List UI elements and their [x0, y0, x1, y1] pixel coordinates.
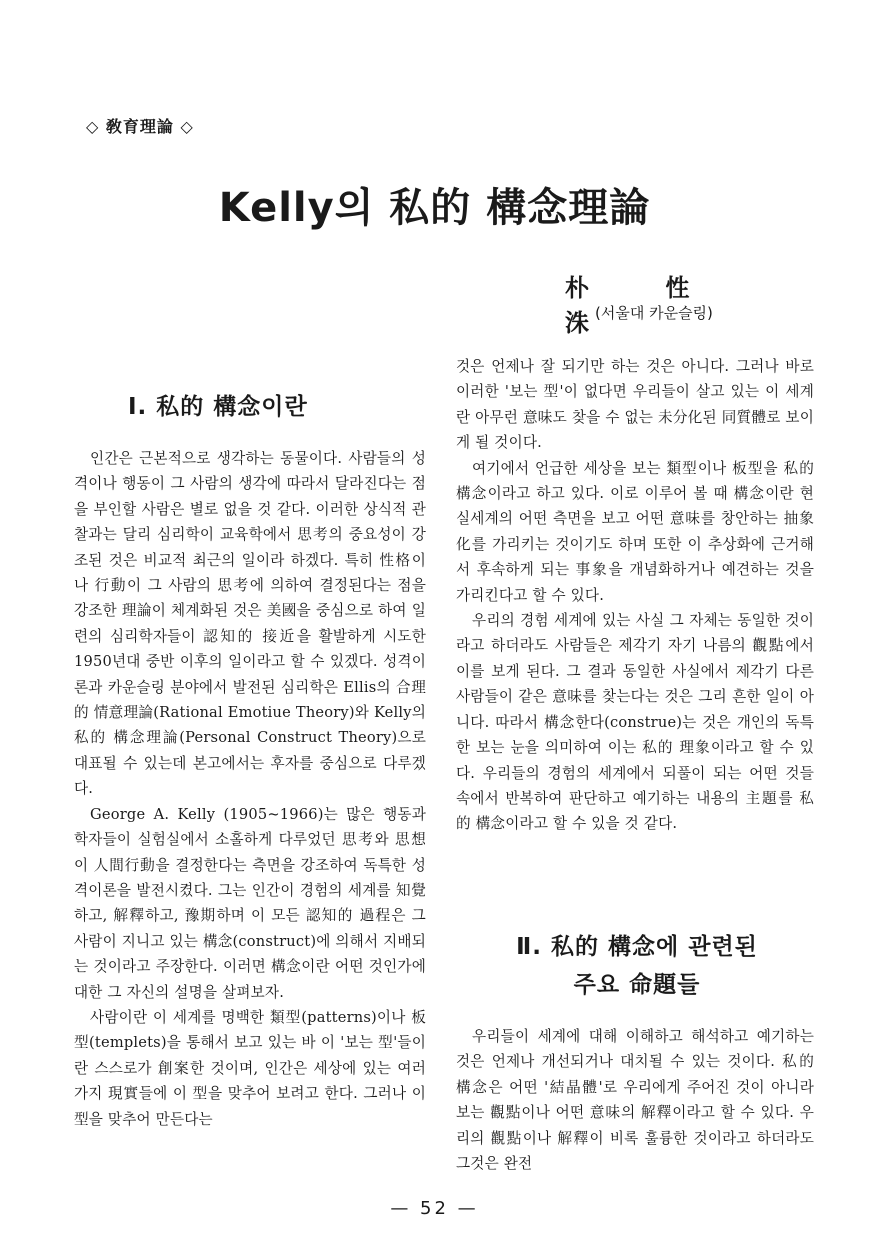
- page-number: — 52 —: [390, 1198, 479, 1219]
- right-paragraph-1: 것은 언제나 잘 되기만 하는 것은 아니다. 그러나 바로 이러한 '보는 型'이 없다면 우리들이 살고 있는 이 세계란 아무런 意味도 찾을 수 없는 未分化된 同質體로 보이게 될 것이다.: [456, 358, 814, 452]
- section-1-paragraph-2: George A. Kelly (1905~1966)는 많은 행동과 학자들이 실험실에서 소홀하게 다루었던 思考와 思想이 人間行動을 결정한다는 측면을 강조하여 독특한 성격이론을 발전시켰다. 그는 인간이 경험의 세계를 知覺하고, 解釋하고, 豫期하며 이 모든 認知的 過程은 그 사람이 지니고 있는 構念(construct)에 의해서 지배되는 것이라고 주장한다. 이러면 構念이란 어떤 것인가에 대한 그 자신의 설명을 살펴보자.: [74, 805, 426, 1001]
- section-2-heading: [497, 928, 777, 1004]
- section-1-heading: Ⅰ. 私的 構念이란: [128, 394, 308, 420]
- author-name: 朴 性 洙: [565, 274, 724, 337]
- section-2-body: [456, 1024, 814, 1176]
- section-1-paragraph-1: 인간은 근본적으로 생각하는 동물이다. 사람들의 성격이나 행동이 그 사람의 생각에 따라서 달라진다는 점을 부인할 사람은 별로 없을 것 같다. 이러한 상식적 관찰과는 달리 심리학이 교육학에서 思考의 중요성이 강조된 것은 비교적 최근의 일이라 하겠다. 특히 性格이나 行動이 그 사람의 思考에 의하여 결정된다는 점을 강조한 理論이 체계화된 것은 美國을 중심으로 하여 일련의 심리학자들이 認知的 接近을 활발하게 시도한 1950년대 중반 이후의 일이라고 할 수 있겠다. 성격이론과 카운슬링 분야에서 발전된 심리학은 Ellis의 合理的 情意理論(Rational Emotiue Theory)와 Kelly의 私的 構念理論(Personal Construct Theory)으로 대표될 수 있는데 본고에서는 후자를 중심으로 다루겠다.: [74, 450, 426, 798]
- left-column: [74, 446, 426, 1132]
- section-1-paragraph-3: 사람이란 이 세계를 명백한 類型(patterns)이나 板型(templets)을 통해서 보고 있는 바 이 '보는 型'들이란 스스로가 創案한 것이며, 인간은 세상에 있는 여러가지 現實들에 이 型을 맞추어 보려고 한다. 그러나 이 型을 맞추어 만든다는: [74, 1008, 426, 1128]
- author-affiliation: (서울대 카운슬링): [595, 304, 713, 322]
- section-2-heading-line-1: Ⅱ. 私的 構念에 관련된: [516, 934, 758, 960]
- section-2-heading-line-2: 주요 命題들: [573, 972, 701, 998]
- right-column: [456, 354, 814, 837]
- right-paragraph-2: 여기에서 언급한 세상을 보는 類型이나 板型을 私的 構念이라고 하고 있다. 이로 이루어 볼 때 構念이란 현실세계의 어떤 측면을 보고 어떤 意味를 창안하는 抽象化를 가리키는 것이기도 하며 또한 이 추상화에 근거해서 후속하게 되는 事象을 개념화하거나 예견하는 것을 가리킨다고 할 수 있다.: [456, 459, 814, 604]
- section-tag: ◇ 敎育理論 ◇: [86, 117, 194, 136]
- right-paragraph-3: 우리의 경험 세계에 있는 사실 그 자체는 동일한 것이라고 하더라도 사람들은 제각기 자기 나름의 觀點에서 이를 보게 된다. 그 결과 동일한 사실에서 제각기 다른 사람들이 같은 意味를 찾는다는 것은 그리 흔한 일이 아니다. 따라서 構念한다(construe)는 것은 개인의 독특한 보는 눈을 의미하여 이는 私的 理象이라고 할 수 있다. 우리들의 경험의 세계에서 되풀이 되는 어떤 것들 속에서 반복하여 판단하고 예기하는 내용의 主題를 私的 構念이라고 할 수 있을 것 같다.: [456, 612, 814, 833]
- article-title: Kelly의 私的 構念理論: [218, 185, 651, 231]
- section-2-paragraph-1: 우리들이 세계에 대해 이해하고 해석하고 예기하는 것은 언제나 개선되거나 대치될 수 있는 것이다. 私的 構念은 어떤 '結晶體'로 우리에게 주어진 것이 아니라 보는 觀點이나 어떤 意味의 解釋이라고 할 수 있다. 우리의 觀點이나 解釋이 비록 훌륭한 것이라고 하더라도 그것은 완전: [456, 1028, 814, 1173]
